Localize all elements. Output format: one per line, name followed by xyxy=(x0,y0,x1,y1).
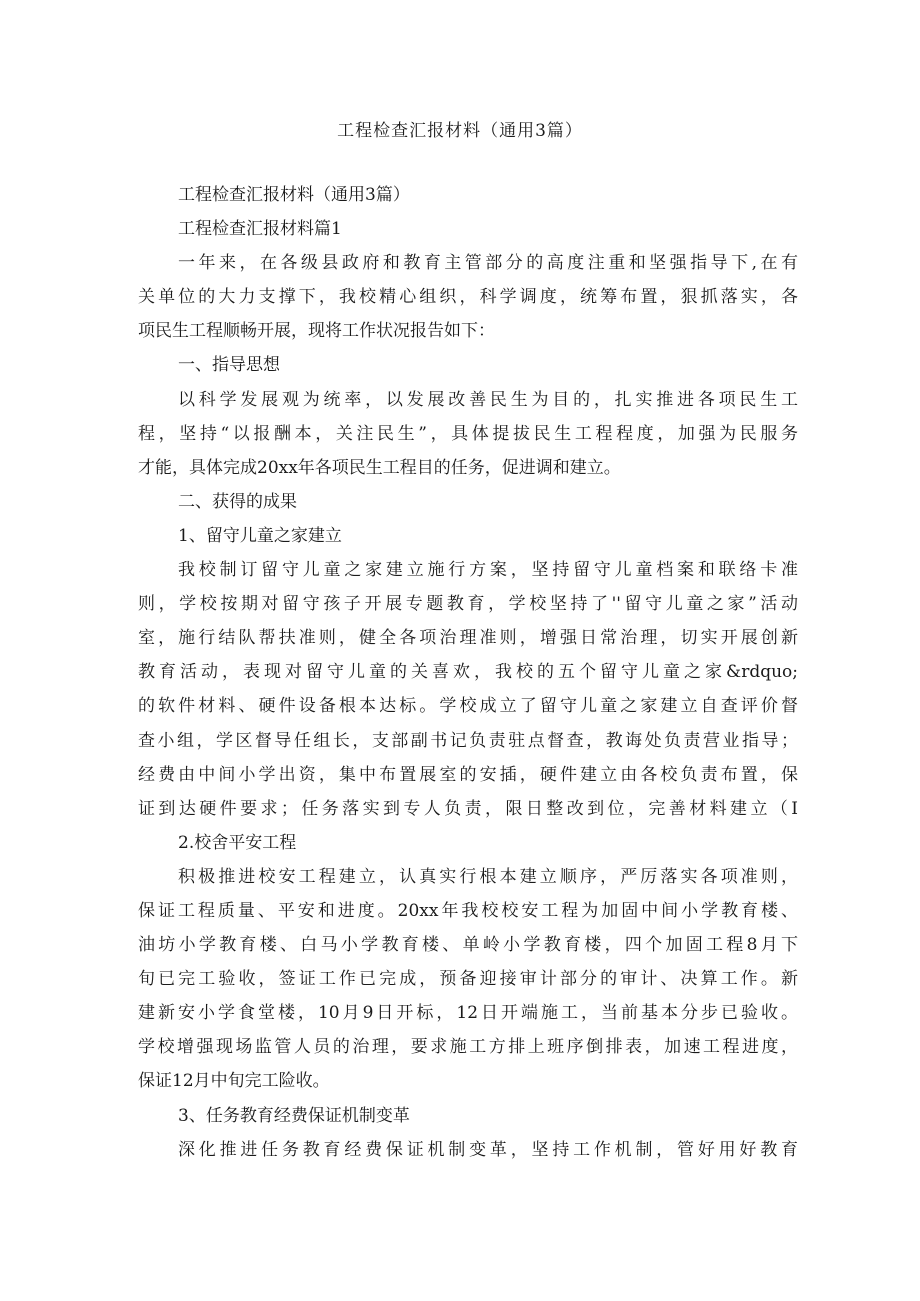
text-line: 旬已完工验收，签证工作已完成，预备迎接审计部分的审计、决算工作。新 xyxy=(138,969,798,990)
text-line: 则，学校按期对留守孩子开展专题教育，学校坚持了''留守儿童之家”活动 xyxy=(138,594,798,615)
text-line: 3、任务教育经费保证机制变革 xyxy=(178,1105,410,1126)
text-line: 学校增强现场监管人员的治理，要求施工方排上班序倒排表，加速工程进度， xyxy=(138,1037,798,1058)
text-line: 经费由中间小学出资，集中布置展室的安插，硬件建立由各校负责布置，保 xyxy=(138,764,798,785)
text-line: 2.校舍平安工程 xyxy=(178,832,297,853)
text-line: 深化推进任务教育经费保证机制变革，坚持工作机制，管好用好教育 xyxy=(178,1139,798,1160)
document-body xyxy=(138,178,798,1167)
text-line: 我校制订留守儿童之家建立施行方案，坚持留守儿童档案和联络卡准 xyxy=(178,560,798,581)
text-line: 积极推进校安工程建立，认真实行根本建立顺序，严厉落实各项准则， xyxy=(178,866,798,887)
text-line: 一、指导思想 xyxy=(178,355,280,376)
text-line: 1、留守儿童之家建立 xyxy=(178,525,342,546)
text-line: 以科学发展观为统率，以发展改善民生为目的，扎实推进各项民生工 xyxy=(178,389,798,410)
text-line: 程，坚持“以报酬本，关注民生”，具体提拔民生工程程度，加强为民服务 xyxy=(138,423,798,444)
text-line: 保证12月中旬完工险收。 xyxy=(138,1071,330,1092)
text-line: 一年来，在各级县政府和教育主管部分的高度注重和坚强指导下,在有 xyxy=(178,253,798,274)
text-line: 保证工程质量、平安和进度。20xx年我校校安工程为加固中间小学教育楼、 xyxy=(138,900,798,921)
text-line: 建新安小学食堂楼，10月9日开标，12日开端施工，当前基本分步已验收。 xyxy=(138,1003,798,1024)
text-line: 关单位的大力支撑下，我校精心组织，科学调度，统筹布置，狠抓落实，各 xyxy=(138,287,798,308)
text-line: 查小组，学区督导任组长，支部副书记负责驻点督查，教诲处负责营业指导； xyxy=(138,730,798,751)
text-line: 教育活动，表现对留守儿童的关喜欢，我校的五个留守儿童之家&rdquo; xyxy=(138,662,798,683)
document-title: 工程检查汇报材料（通用3篇） xyxy=(337,121,583,141)
text-line: 二、获得的成果 xyxy=(178,491,297,512)
text-line: 室，施行结队帮扶准则，健全各项治理准则，增强日常治理，切实开展创新 xyxy=(138,628,798,649)
text-line: 证到达硬件要求；任务落实到专人负责，限日整改到位，完善材料建立（I xyxy=(138,798,798,819)
text-line: 工程检查汇报材料篇1 xyxy=(178,219,342,240)
text-line: 项民生工程顺畅开展，现将工作状况报告如下： xyxy=(138,321,495,342)
text-line: 工程检查汇报材料（通用3篇） xyxy=(178,185,410,205)
text-line: 才能，具体完成20xx年各项民生工程目的任务，促进调和建立。 xyxy=(138,457,621,478)
text-line: 的软件材料、硬件设备根本达标。学校成立了留守儿童之家建立自查评价督 xyxy=(138,696,798,717)
text-line: 油坊小学教育楼、白马小学教育楼、单岭小学教育楼，四个加固工程8月下 xyxy=(138,935,798,956)
